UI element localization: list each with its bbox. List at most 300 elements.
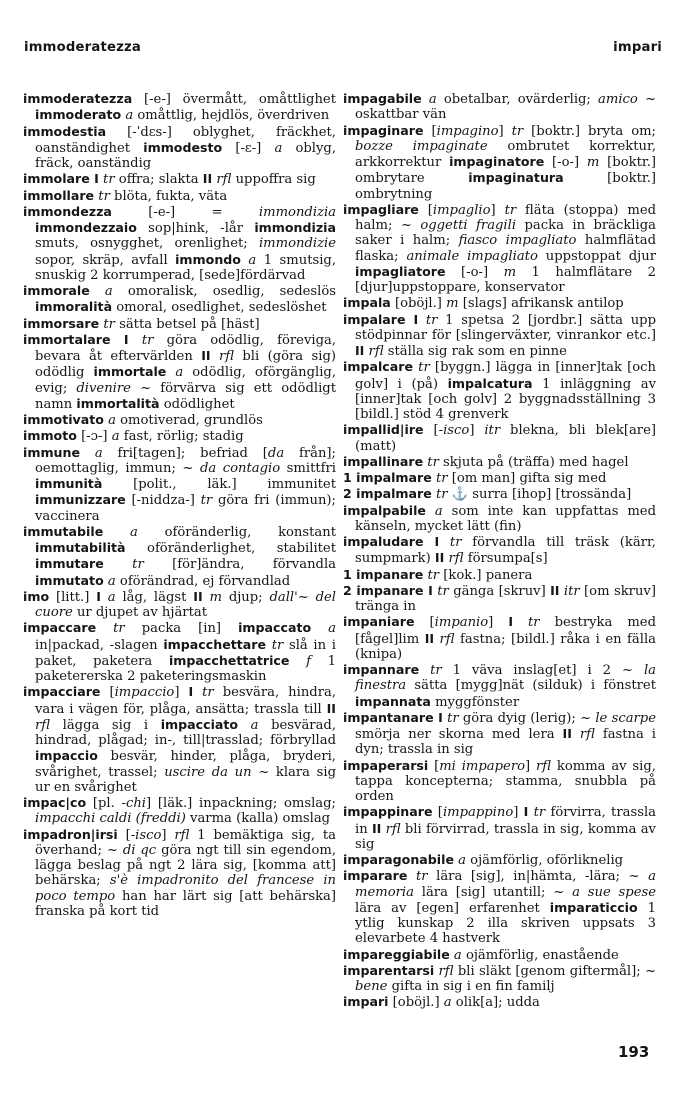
definition-text: 1 paketererska 2 paketeringsmaskin [35, 653, 336, 684]
definition-text: oföränderlighet, stabilitet [125, 541, 336, 556]
italic-text: a [238, 717, 259, 733]
italic-text: a [240, 252, 257, 268]
headword: II [202, 171, 213, 187]
italic-text: la finestra [355, 663, 656, 694]
italic-text: uscire da un ~ [164, 764, 270, 780]
dictionary-entry [23, 827, 336, 920]
definition-text: besvärad, hindrad, plågad; in-, till|trasslad; förbryllad [35, 717, 337, 748]
headword: impaginatura [468, 170, 564, 186]
dictionary-entry [23, 620, 336, 684]
definition-text: fastna; [bildl.] råka i en fälla (knipa) [355, 631, 656, 662]
italic-text: da contagio [199, 460, 281, 476]
italic-text: tr [407, 869, 428, 885]
italic-text: tr [96, 621, 125, 637]
definition-text: [pl. [86, 796, 122, 811]
italic-text: fiasco impagliato [458, 233, 577, 249]
italic-text: -isco [130, 827, 162, 843]
definition-text: sätta betsel på [häst] [114, 316, 260, 332]
headword: impalpabile [343, 502, 426, 518]
definition-text: låg, lägst [115, 589, 194, 605]
headword: II [193, 588, 203, 604]
headword: impallid|ire [343, 422, 424, 438]
definition-text: omoral, osedlighet, sedeslöshet [112, 300, 327, 316]
headword: II [326, 700, 336, 716]
definition-text: ur djupet av hjärtat [72, 605, 207, 620]
definition-text: [ [432, 805, 443, 821]
italic-text: -isco [438, 423, 470, 439]
headword: immondizia [254, 220, 336, 235]
headword: impantanare I [343, 709, 443, 725]
italic-text: s'è impadronito del francese in poco tempo [35, 873, 336, 904]
headword: immondo [175, 251, 241, 267]
definition-text: fri[tagen]; befriad [ [102, 445, 268, 461]
dictionary-entry [343, 963, 656, 995]
definition-text: blöta, fukta, väta [109, 188, 228, 204]
italic-text: itr [559, 583, 580, 599]
headword: immortale [93, 364, 167, 380]
italic-text: divenire ~ [76, 380, 152, 396]
definition-text: besvär, hinder, plåga, bryderi, svårighet, trassel; [35, 749, 336, 780]
italic-text: tr [431, 487, 448, 503]
definition-text: 1 inläggning av [inner]tak [och golv] 2 byggnadsställning 3 [bildl.] stöd 4 grenverk [355, 376, 656, 422]
definition-text: ] [498, 123, 512, 139]
headword: 1 impanare [343, 566, 424, 582]
italic-text: impappino [442, 805, 514, 821]
italic-text: tr [99, 316, 115, 332]
italic-text: rfl [381, 821, 401, 837]
definition-text: förvirra, trassla in [355, 805, 656, 837]
headword: immodestia [23, 123, 107, 139]
dictionary-entry [343, 503, 656, 535]
headword: impaperarsi [343, 757, 429, 773]
headword: impaludare I [343, 534, 440, 549]
italic-text: tr [504, 202, 517, 218]
dictionary-entry [343, 758, 656, 805]
definition-text: [-ɛ-] [222, 140, 275, 156]
definition-text: ] [469, 423, 485, 439]
italic-text: immondizie [258, 236, 336, 252]
headword: impalare I [343, 311, 419, 327]
dictionary-entry [23, 283, 336, 316]
definition-text: halmflätad flaska; [355, 233, 656, 264]
headword: impaginare [343, 122, 424, 138]
italic-text: a [453, 853, 466, 868]
italic-text: rfl [535, 758, 552, 774]
italic-text: a [103, 413, 116, 428]
italic-text: rfl [434, 963, 454, 979]
dictionary-entry [343, 567, 656, 583]
definition-text: 1 ytlig kunskap 2 illa skriven uppsats 3 elevarbete 4 hastverk [355, 900, 656, 947]
italic-text: a [421, 92, 437, 107]
headword: immunizzare [35, 492, 126, 508]
definition-text: [byggn.] lägga in [inner]tak [och golv] i (på) [355, 360, 656, 392]
italic-text: a [274, 140, 283, 156]
italic-text: impagino [436, 123, 499, 139]
definition-text: skjuta på (träffa) med hagel [438, 454, 629, 470]
dictionary-entry [343, 202, 656, 296]
italic-text: impacchi caldi (freddi) [35, 811, 186, 827]
dictionary-entry [343, 710, 656, 758]
italic-text: immondizia [258, 204, 336, 220]
definition-text: göra ngt till sin egendom, lägga beslag på ngt 2 lära sig, [komma att] behärska; [35, 842, 337, 889]
italic-text: tr [413, 360, 430, 376]
definition-text: smittfri [280, 460, 336, 476]
italic-text: a [443, 995, 452, 1011]
definition-text: omoralisk, osedlig, sedeslös [112, 284, 336, 299]
italic-text: tr [511, 123, 524, 139]
definition-text: ställa sig rak som en pinne [383, 344, 567, 359]
dictionary-entry [23, 589, 336, 621]
italic-text: tr [419, 663, 442, 678]
headword: I [188, 684, 194, 700]
headword: II [434, 550, 445, 566]
italic-text: tr [103, 557, 144, 573]
definition-text: 1 väva inslag[et] i 2 ~ [441, 663, 644, 678]
definition-text: förvärva sig ett odödligt namn [35, 380, 336, 412]
definition-text: lära [sig], in|hämta, -lära; ~ [427, 869, 649, 885]
definition-text: obetalbar, ovärderlig; [436, 92, 599, 107]
italic-text: le scarpe [595, 710, 656, 726]
dictionary-column-right [343, 91, 656, 1011]
dictionary-entry [23, 445, 336, 524]
definition-text: [ [428, 758, 440, 774]
dictionary-entry [23, 124, 336, 172]
headword: impari [343, 994, 389, 1010]
definition-text: som inte kan uppfattas med känseln, mycket lätt (fin) [355, 503, 656, 534]
definition-text: [-o-] [544, 155, 587, 170]
definition-text: oskattbar vän [355, 107, 447, 123]
definition-text: uppoffra sig [231, 172, 316, 188]
italic-text: a [103, 524, 138, 540]
definition-text: ] [513, 805, 524, 821]
definition-text: ] [läk.] inpackning; omslag; [146, 796, 336, 811]
definition-text: [ [117, 827, 131, 843]
definition-text: oblyg, fräck, oanständig [35, 140, 337, 171]
dictionary-entry [23, 316, 336, 332]
headword: impaccare [23, 620, 97, 636]
definition-text: [-niddza-] [125, 493, 201, 509]
definition-text: ombrutet korrektur, arkkorrektur [355, 138, 656, 170]
definition-text: [ [418, 202, 433, 218]
dictionary-entry [23, 412, 336, 428]
dictionary-entry [343, 662, 656, 710]
definition-text: göra odödlig, föreviga, bevara åt eftervärlden [35, 332, 336, 364]
italic-text: a sue spese [572, 884, 656, 900]
italic-text: tr [418, 312, 438, 328]
headword: impagliare [343, 201, 419, 217]
italic-text: tr [528, 805, 546, 821]
italic-text: rfl [364, 344, 384, 359]
headword: impala [343, 295, 391, 311]
definition-text: göra fri (immun); vaccinera [35, 493, 336, 524]
headword: immoderato [35, 107, 122, 123]
dictionary-entry [343, 295, 656, 311]
headword: 2 impanare I [343, 582, 433, 598]
dictionary-entry [23, 188, 336, 204]
definition-text: smuts, osnygghet, orenlighet; [35, 236, 259, 252]
italic-text: amico ~ [598, 92, 656, 107]
definition-text: lägga sig i [50, 717, 161, 733]
definition-text: [oböjl.] [388, 995, 444, 1011]
definition-text: [kok.] panera [439, 567, 533, 583]
dictionary-entry [23, 204, 336, 283]
definition-text: packa [in] [124, 621, 239, 637]
definition-text: lära av [egen] erfarenhet [355, 900, 550, 916]
italic-text: bene [355, 979, 388, 994]
dictionary-entry [343, 422, 656, 454]
definition-text: [-e-] övermått, omåttlighet [132, 92, 336, 107]
italic-text: a [111, 429, 120, 445]
italic-text: a [89, 284, 113, 299]
definition-text: sätta [mygg]nät (silduk) i fönstret [406, 678, 656, 694]
headword: immodesto [143, 139, 223, 155]
definition-text: [-e-] = [111, 204, 259, 220]
definition-text: bli släkt [genom giftermål]; ~ [453, 963, 656, 979]
definition-text: ] [525, 758, 536, 774]
italic-text: rfl [210, 349, 234, 364]
italic-text: animale impagliato [406, 248, 538, 264]
headword: II [201, 348, 211, 363]
italic-text: impaccio [114, 685, 175, 701]
definition-text: olik[a]; udda [451, 995, 540, 1011]
definition-text: [om man] gifta sig med [447, 471, 607, 486]
headword: immune [23, 444, 81, 460]
definition-text: [slags] afrikansk antilop [458, 296, 624, 312]
dictionary-entry [343, 454, 656, 470]
italic-text: impaglio [432, 202, 491, 218]
definition-text: oföränderlig, konstant [137, 524, 337, 540]
definition-text: [boktr.] ombrytare [355, 155, 656, 187]
italic-text: m [202, 589, 222, 605]
italic-text: impanio [434, 615, 489, 631]
definition-text: omotiverad, grundlös [115, 413, 263, 428]
dictionary-entry [343, 91, 656, 123]
italic-text: a [100, 589, 116, 605]
italic-text: a memoria [355, 869, 656, 900]
headword: immorsare [23, 315, 100, 331]
headword: immorale [23, 283, 90, 298]
headword: imparentarsi [343, 962, 435, 978]
definition-text: odödlig, oförgänglig, evig; [35, 365, 337, 396]
dictionary-entry [343, 583, 656, 615]
definition-text: besvära, hindra, vara i vägen för, plåga, ansätta; trassla till [35, 685, 336, 717]
dictionary-entry [23, 524, 336, 589]
italic-text: rfl [35, 717, 51, 733]
dictionary-column-left [23, 91, 336, 919]
headword: II [562, 726, 572, 741]
definition-text: fastna i dyn; trassla in sig [355, 727, 657, 758]
dictionary-entry [343, 804, 656, 852]
definition-text: blekna, bli blek[are] (matt) [355, 423, 656, 454]
definition-text: lära [sig] utantill; ~ [413, 884, 573, 900]
headword: immollare [23, 187, 95, 203]
definition-text: [polit., läk.] immunitet [102, 477, 336, 492]
headword: impagabile [343, 91, 422, 106]
headword: immutare [35, 556, 104, 572]
dictionary-entry [343, 470, 656, 486]
italic-text: bozze impaginate [355, 138, 488, 154]
italic-text: tr [200, 493, 213, 509]
headword: imo [23, 588, 50, 604]
definition-text: sopor, skräp, avfall [35, 252, 176, 268]
headword: impacchettare [163, 636, 267, 652]
headword: immolare I [23, 171, 99, 187]
headword: impacciare [23, 684, 101, 700]
definition-text: [ [423, 123, 437, 139]
definition-text: [ [423, 423, 439, 439]
italic-text: f [289, 653, 311, 669]
definition-text: [ [100, 685, 115, 701]
headword: immondezza [23, 203, 112, 219]
definition-text: 1 smutsig, snuskig 2 korrumperad, [sede]fördärvad [35, 252, 337, 283]
italic-text: da [267, 445, 285, 461]
definition-text: från]; oemottaglig, immun; ~ [35, 445, 336, 476]
headword: impac|co [23, 795, 87, 810]
headword: impadron|irsi [23, 826, 118, 842]
italic-text: tr [431, 471, 448, 486]
definition-text: djup; [221, 589, 270, 605]
definition-text: uppstoppat djur [537, 248, 656, 264]
definition-text: komma av sig, tappa koncepterna; stamma, snubbla på orden [355, 758, 656, 804]
definition-text: odödlighet [159, 396, 235, 412]
page-number: 193 [618, 1043, 650, 1061]
headword: impannare [343, 662, 420, 677]
headword: impappinare [343, 804, 433, 820]
headword: impaniare [343, 614, 415, 630]
running-head-right: impari [613, 40, 662, 55]
italic-text: tr [98, 172, 115, 188]
headword: 1 impalmare [343, 470, 432, 485]
headword: impagliatore [355, 263, 446, 279]
dictionary-entry [343, 614, 656, 662]
headword: immutabile [23, 523, 104, 539]
headword: impalcare [343, 359, 413, 375]
italic-text: di qc [122, 842, 157, 858]
definition-text: ] [488, 615, 509, 631]
dictionary-entry [23, 428, 336, 444]
italic-text: tr [439, 535, 462, 550]
italic-text: tr [423, 567, 440, 583]
definition-text: sop|hink, -lår [136, 221, 255, 236]
definition-text: 1 bemäktiga sig, ta överhand; ~ [35, 827, 336, 858]
headword: I [508, 614, 513, 630]
italic-text: a [449, 947, 462, 963]
headword: 2 impalmare [343, 486, 432, 502]
definition-text: bli (göra sig) odödlig [35, 349, 336, 381]
headword: immotivato [23, 412, 104, 427]
italic-text: tr [423, 454, 439, 470]
dictionary-entry [343, 868, 656, 946]
italic-text: rfl [212, 172, 232, 188]
dictionary-entry [343, 947, 656, 963]
italic-text: a [166, 365, 184, 381]
headword: impareggiabile [343, 946, 450, 962]
definition-text: förvandla till träsk (kärr, sumpmark) [355, 535, 656, 567]
definition-text: packa in bräckliga saker i halm; [355, 218, 656, 249]
definition-text: ] [161, 827, 175, 843]
headword: immondezzaio [35, 220, 137, 235]
headword: imparare [343, 868, 408, 884]
definition-text: in|packad, -slagen [35, 637, 164, 653]
italic-text: m [503, 264, 517, 280]
definition-text: försumpa[s] [463, 551, 548, 567]
definition-text: göra dyig (lerig); ~ [458, 710, 596, 726]
italic-text: dall'~ del cuore [35, 589, 336, 620]
italic-text: a [311, 621, 336, 637]
definition-text: [om skruv] tränga in [355, 583, 656, 614]
headword: I [96, 588, 101, 604]
headword: impallinare [343, 453, 424, 469]
italic-text: itr [484, 423, 501, 439]
headword: immoto [23, 428, 77, 444]
headword: imparaticcio [549, 899, 638, 915]
italic-text: a [80, 445, 103, 461]
definition-text: omåttlig, hejdlös, överdriven [133, 108, 330, 124]
dictionary-entry [343, 359, 656, 422]
italic-text: -chi [121, 796, 147, 811]
definition-text: bli förvirrad, trassla in sig, komma av sig [355, 821, 656, 852]
definition-text: ] [174, 685, 189, 701]
definition-text: 1 spetsa 2 [jordbr.] sätta upp stödpinnar för [slingerväxter, vinrankor etc.] [355, 312, 656, 343]
definition-text: [-o-] [445, 264, 504, 280]
headword: immoralità [35, 299, 113, 315]
definition-text: myggfönster [430, 694, 520, 710]
definition-text: gänga [skruv] [448, 583, 551, 599]
italic-text: mi impapero [439, 758, 526, 774]
definition-text: oförändrad, ej förvandlad [115, 573, 291, 589]
italic-text: m [446, 296, 459, 312]
definition-text: [boktr.] bryta om; [523, 123, 656, 139]
definition-text: fast, rörlig; stadig [119, 429, 244, 445]
italic-text: tr [94, 188, 110, 204]
dictionary-entry [23, 332, 336, 412]
headword: immoderatezza [23, 91, 133, 106]
running-head-left: immoderatezza [24, 40, 141, 55]
dictionary-entry [23, 795, 336, 827]
dictionary-entry [343, 123, 656, 202]
headword: impalcatura [447, 375, 533, 391]
definition-text: ojämförlig, enastående [461, 947, 619, 963]
definition-text: han har lärt sig [att behärska] franska på kort tid [35, 888, 336, 919]
headword: II [371, 820, 382, 836]
italic-text: tr [442, 710, 459, 726]
dictionary-entry [343, 994, 656, 1010]
headword: impannata [355, 693, 431, 709]
italic-text: tr [513, 615, 540, 631]
definition-text: varma (kalla) omslag [185, 811, 331, 827]
headword: impacciato [160, 716, 239, 732]
headword: immunità [35, 476, 103, 491]
definition-text: klara sig ur en svårighet [35, 764, 337, 795]
definition-text: offra; slakta [114, 172, 203, 188]
headword: immutato [35, 572, 104, 588]
dictionary-entry [23, 91, 336, 124]
italic-text: rfl [444, 551, 464, 567]
headword: I [523, 804, 529, 820]
italic-text: a [121, 108, 134, 124]
headword: II [424, 630, 435, 646]
definition-text: gifta in sig i en fin familj [387, 979, 555, 994]
headword: II [550, 582, 560, 598]
definition-text: ⚓ surra [ihop] [trossända] [447, 487, 632, 503]
headword: immortalità [76, 395, 160, 411]
definition-text: [för]ändra, förvandla [143, 557, 336, 573]
dictionary-entry [343, 486, 656, 502]
italic-text: m [586, 155, 600, 170]
headword: impaccato [238, 620, 312, 636]
dictionary-entry [343, 852, 656, 868]
italic-text: tr [432, 583, 449, 599]
